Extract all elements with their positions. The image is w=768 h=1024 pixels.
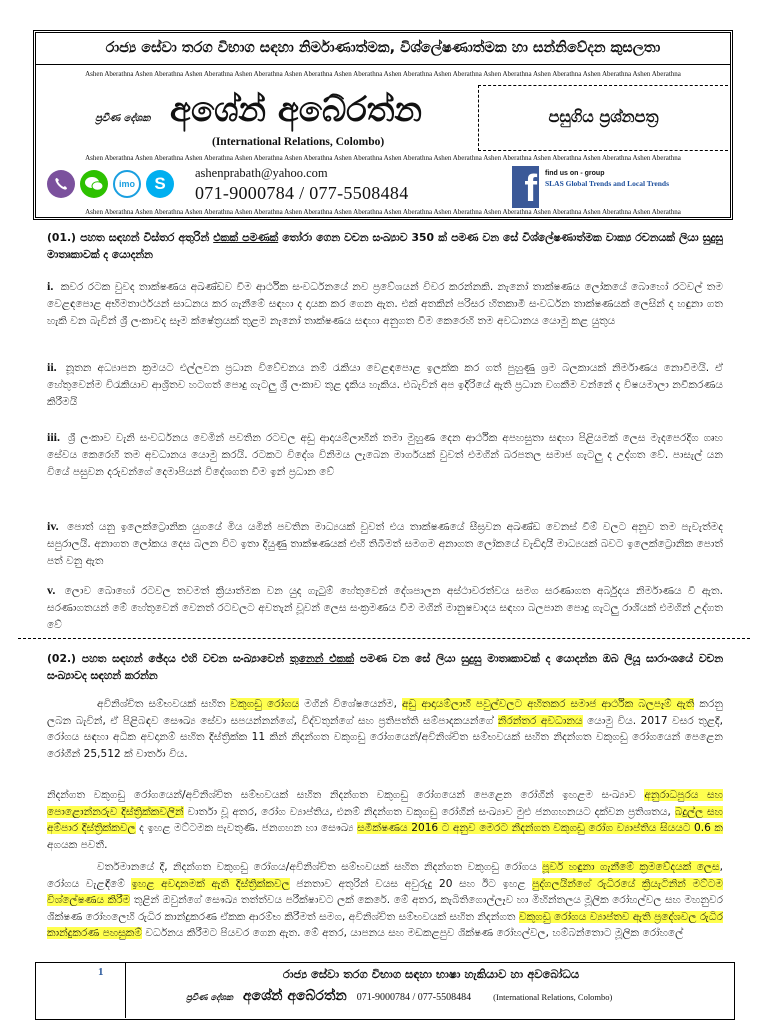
highlighted-text: පුද්ගලයින්ගේ රුධිරයේ ක්‍රියැටිනින් මට්ටම විශ්ලේෂණය කිරීම [47,877,723,906]
watermark-line: Ashen Aberathna Ashen Aberathna Ashen Aberathna Ashen Aberathna Ashen Aberathna Ashen Aberathna Ashen Aberathna Ashen Aberathna Ashen Aberathna Ashen Aberathna Ashen Aberathna Ashen Aberathna [85,154,681,162]
facebook-logo-letter: f [524,168,537,208]
paper-type-panel [478,85,728,151]
highlighted-text: නිරන්තර අවධානය [497,714,583,727]
facebook-find-us-text: find us on - group [545,170,605,177]
question-2-heading [47,650,723,686]
text-segment: ද ඉහළ මට්ටමක පැවතුණි. ජනගහන හා සෞඛ්‍ය [135,822,358,834]
text-segment: (02.) පහත සඳහන් ඡේදය එහි වචන සංඛ්‍යාවෙන් [47,652,290,665]
text-segment: තුළින් ඔවුන්ගේ සෞඛ්‍ය තත්ත්වය පරීක්ෂාවට ලක් කෙරේ. මේ අතර, කැබිතිගොල්ලෑව හා මිහින්තලය මූලික රෝහල්වල සහ මහනුවර ශික්ෂණ රෝහලෙහි රුධිර කාන්දුකරණ ඒකක ආරම්භ කිරීමත් සමග, අවිනිශ්චිත සම්භවයක් සහිත නිදන්ගත [47,894,723,923]
text-segment: අවිනිශ්චිත සම්භවයක් සහිත [97,698,231,710]
text-segment: වර්තමානයේ දී, නිදන්ගත වකුගඩු රෝගය/අවිනිශ්චිත සම්භවයක් සහිත නිදන්ගත වකුගඩු රෝගය [97,861,543,873]
option-label: v. [47,583,56,597]
text-segment: , රෝගය වැළඳීමේ [47,861,723,890]
footer-title: රාජ්‍ය සේවා තරග විභාග සඳහා භාෂා හැකියාව හා අවබෝධය [282,967,580,981]
highlighted-text: වකුගඩු රෝගය [230,698,300,710]
header-title: රාජ්‍ය සේවා තරග විභාග සඳහා නිර්මාණාත්මක, විශ්ලේෂණාත්මක හා සන්නිවේදන කුසලතා [36,33,730,65]
text-segment: යොමු විය. 2017 වසර තුළදී, රෝගය සඳහා අධික අවදානම් සහිත දිස්ත්‍රික්ක 11 කින් නිදන්ගත වකුගඩු රෝගයෙන්/අවිනිශ්චිත සම්භවයක් සහිත නිදන්ගත වකුගඩු රෝගයෙන් පෙළෙන රෝගීන් 25,512 ක් වාර්තා විය. [47,714,723,760]
option-text: පොත් යනු ඉලෙක්ට්‍රොනික යුගයේ මිය යමින් පවතින මාධ්‍යයක් වුවත් එය තාක්ෂණයේ සීඝ්‍රවන අඛණ්ඩ වෙනස් වීම් වලට අනුව තම පැවැත්මද සපුරාලයි. අනාගත ලෝකය දෙස බලන විට ඉතා දියුණු තාක්ෂණයක් එහි තිබීමත් සමගම අනාගත ලෝකයේ වැඩිදායී මාධ්‍යයක් බවට ඉලෙක්ට්‍රොනික පොත් පත් වනු ඇත [47,521,723,567]
question-1-option-iv [47,518,723,572]
option-label: iii. [47,430,61,444]
highlighted-text: අනුරාධපුරය සහ පොළොන්නරුව දිස්ත්‍රික්කවලින් [47,789,723,818]
passage-paragraph-1 [47,696,723,780]
lecturer-affiliation: (International Relations, Colombo) [212,136,385,148]
highlighted-text: ඉහළ අවදානමක් ඇති දිස්ත්‍රික්කවල [131,877,290,890]
contact-email: ashenprabath@yahoo.com [195,166,328,180]
text-segment: වාර්තා වූ අතර, රෝග ව්‍යාප්තිය, එනම් නිදන්ගත වකුගඩු රෝගීන් සංඛ්‍යාව මුළු ජනගහනයට දක්වන ප්‍රතිශතය, [183,805,675,818]
lecturer-prefix: ප්‍රවීණ දේශක [95,113,151,124]
footer-phone: 071-9000784 / 077-5508484 [356,992,472,1003]
watermark-line: Ashen Aberathna Ashen Aberathna Ashen Aberathna Ashen Aberathna Ashen Aberathna Ashen Aberathna Ashen Aberathna Ashen Aberathna Ashen Aberathna Ashen Aberathna Ashen Aberathna Ashen Aberathna [85,208,681,216]
text-segment: තෝරා ගෙන වචන සංඛ්‍යාව 350 ක් පමණ වන සේ විශ්ලේෂණාත්මක වාක්‍ය රචනයක් ලියා සුදුසු මාතෘකාවක් ද යොදන්න [47,231,723,261]
passage-paragraph-3 [47,859,723,959]
lecturer-name: අශේන් අබේරත්න [170,90,423,130]
footer-affiliation: (International Relations, Colombo) [493,992,613,1002]
messaging-icons [47,170,174,198]
wechat-icon [80,170,108,198]
question-1-option-i [47,278,723,348]
highlighted-text: අඩු ආදායම්ලාභී පවුල්වලට අහිතකර සමාජ ආර්ථික බලපෑම් ඇති [402,698,695,710]
text-segment: කරනු ලබන බැවින්, ඒ පිළිබඳව සෞඛ්‍ය සේවා සපයන්නන්ගේ, විද්වතුන්ගේ සහ ප්‍රතිපත්ති සම්පාදකයන්ගේ [47,698,723,727]
text-segment: ජනතාව අතුරින් වයස අවුරුදු 20 සහ ඊට ඉහළ [289,877,533,890]
skype-logo-letter: S [154,174,166,193]
header-box [33,30,733,220]
facebook-icon [512,166,539,208]
contact-phone: 071-9000784 / 077-5508484 [195,183,409,203]
passage-paragraph-2 [47,787,723,855]
underlined-text: එකක් පමණක් [213,231,279,244]
facebook-group-name: SLAS Global Trends and Local Trends [545,179,670,188]
text-segment: වර්ධනය කිරීමට පියවර ගෙන ඇත. මේ අතර, යාපනය සහ මඩකළපුව ශික්ෂණ රෝහල්වල, හම්බන්තොට මූලික රෝහලේ [142,927,684,939]
text-segment: මගින් විශේෂයෙන්ම, [299,698,402,710]
question-1-option-v [47,582,723,636]
highlighted-text: සමීක්ෂණය 2016 ට අනුව මෙරට නිදන්ගත වකුගඩු රෝග ව්‍යාප්තිය සියයට 0.6 ක [357,822,723,834]
text-segment: අගයක පවතී. [47,838,108,851]
footer-divider [125,963,126,1018]
option-text: කවර රටක වුවද තාක්ෂණය අඛණ්ඩව වීම ආර්ථික සංවර්ධනයේ නව ප්‍රවේශයන් විවර කරන්නකි. නැනෝ තාක්ෂණය ලෝකයේ බොහෝ රටවල් තම වෙළඳපොළ අභිමතාර්ථයන් සාධනය කර ගැනීමේ සඳහා ද දායක කර ගෙන ඇත. එක් අතකින් පරිසර හිතකාමී සංවර්ධන තාක්ෂණයක් ලෙසින් ද හඳුනා ගත හැකි වන බැවින් ශ්‍රී ලංකාවද සෑම ක්ෂේත්‍රයක් තුළම නැනෝ තාක්ෂණය සඳහා අනුගත වීම කෙරෙහි තම අවධානය යොමු කළ යුතුය [47,281,723,327]
footer-contact-line [186,988,726,1014]
highlighted-text: පූර්ව හඳුනා ගැනීමේ ක්‍රමවේදයක් ලෙස [542,861,720,873]
skype-icon [146,170,174,198]
highlighted-text: වකුගඩු රෝගය ව්‍යාප්තව ඇති ප්‍රදේශවල රුධිර කාන්දුකරණ පහසුකම් [47,910,723,939]
section-divider [18,638,750,639]
option-label: i. [47,279,54,293]
page-number: 1 [98,966,104,978]
option-text: ලොව බොහෝ රටවල තවමත් ක්‍රියාත්මක වන යුද ගැටුම් හේතුවෙන් දේශපාලන අස්ථාවරත්වය සමග සරණාගත අර්බුදය නිර්මාණය වී ඇත. සරණාගතයන් මේ හේතුවෙන් වෙනත් රටවලට අවතැන් වූවන් ලෙස සංක්‍රමණය වීම මගින් මානුෂවාදය සඳහා බලපාන පොදු ගැටලු රාශියක් එමගින් උද්ගත වේ [47,585,723,631]
imo-icon [113,170,141,198]
text-segment: පමණ වන සේ ලියා සුදුසු මාතෘකාවක් ද යොදන්න ඔබ ලියූ සාරාංශයේ වචන සංඛ්‍යාවද සඳහන් කරන්න [47,652,723,682]
underlined-text: තුනෙන් එකක් [289,652,354,665]
page-footer [35,962,735,1020]
question-1-option-iii [47,429,723,485]
text-segment: (01.) පහත සඳහන් විස්තර අතුරින් [47,231,214,244]
footer-lecturer-prefix: ප්‍රවීණ දේශක [186,993,233,1003]
text-segment: නිදන්ගත වකුගඩු රෝගයෙන්/අවිනිශ්චිත සම්භවයක් සහිත නිදන්ගත වකුගඩු රෝගයෙන් පෙළෙන රෝගීන් ඉහළම සංඛ්‍යාව [47,789,645,801]
viber-icon [47,170,75,198]
option-text: නූතන අධ්‍යාපන ක්‍රමයට එල්ලවන ප්‍රධාන විවේචනය නම් රැකියා වෙළඳපොළ ඉලක්ක කර ගත් පුහුණු ශ්‍රම බලකායක් නිර්මාණය නොවීමයි. ඒ හේතුවෙන්ම විරැකියාව ආශ්‍රිතව හටගත් පොදු ගැටලු ශ්‍රී ලංකාව තුළ දැකිය හැකිය. එබැවින් අප ඉදිරියේ ඇති ප්‍රධාන වගකීම වන්නේ ද විෂයමාලා නවීකරණය කිරීමයි [47,362,723,408]
option-label: iv. [47,519,59,533]
question-1-option-ii [47,359,723,414]
option-text: ශ්‍රී ලංකාව වැනි සංවර්ධනය වෙමින් පවතින රටවල අඩු ආදායම්ලාභීන් තමා මුහුණ දෙන ආර්ථික අපහසුතා සඳහා පිළියමක් ලෙස මැදපෙරදිග ගෘහ සේවය කෙරෙහි තම අවධානය යොමු කරයි. රටකට විදේශ විනිමය ලැබෙන මාර්ගයක් වුවත් එමගින් බරපතල සමාජ ගැටලු ද උද්ගත වේ. පාසැල් යන වියේ පසුවන දරුවන්ගේ දෙමාපියන් විදේශගත වීම ඉන් ප්‍රධාන වේ [47,432,723,478]
option-label: ii. [47,360,57,374]
question-1-heading [47,229,723,265]
paper-type-label: පසුගිය ප්‍රශ්නපත්‍ර [548,107,659,126]
imo-logo-text: imo [118,179,135,189]
footer-lecturer-name: අශේන් අබේරත්න [242,988,347,1004]
watermark-line: Ashen Aberathna Ashen Aberathna Ashen Aberathna Ashen Aberathna Ashen Aberathna Ashen Aberathna Ashen Aberathna Ashen Aberathna Ashen Aberathna Ashen Aberathna Ashen Aberathna Ashen Aberathna [85,70,681,78]
highlighted-text: බදුල්ල සහ අම්පාර දිස්ත්‍රික්කවල [47,805,723,834]
